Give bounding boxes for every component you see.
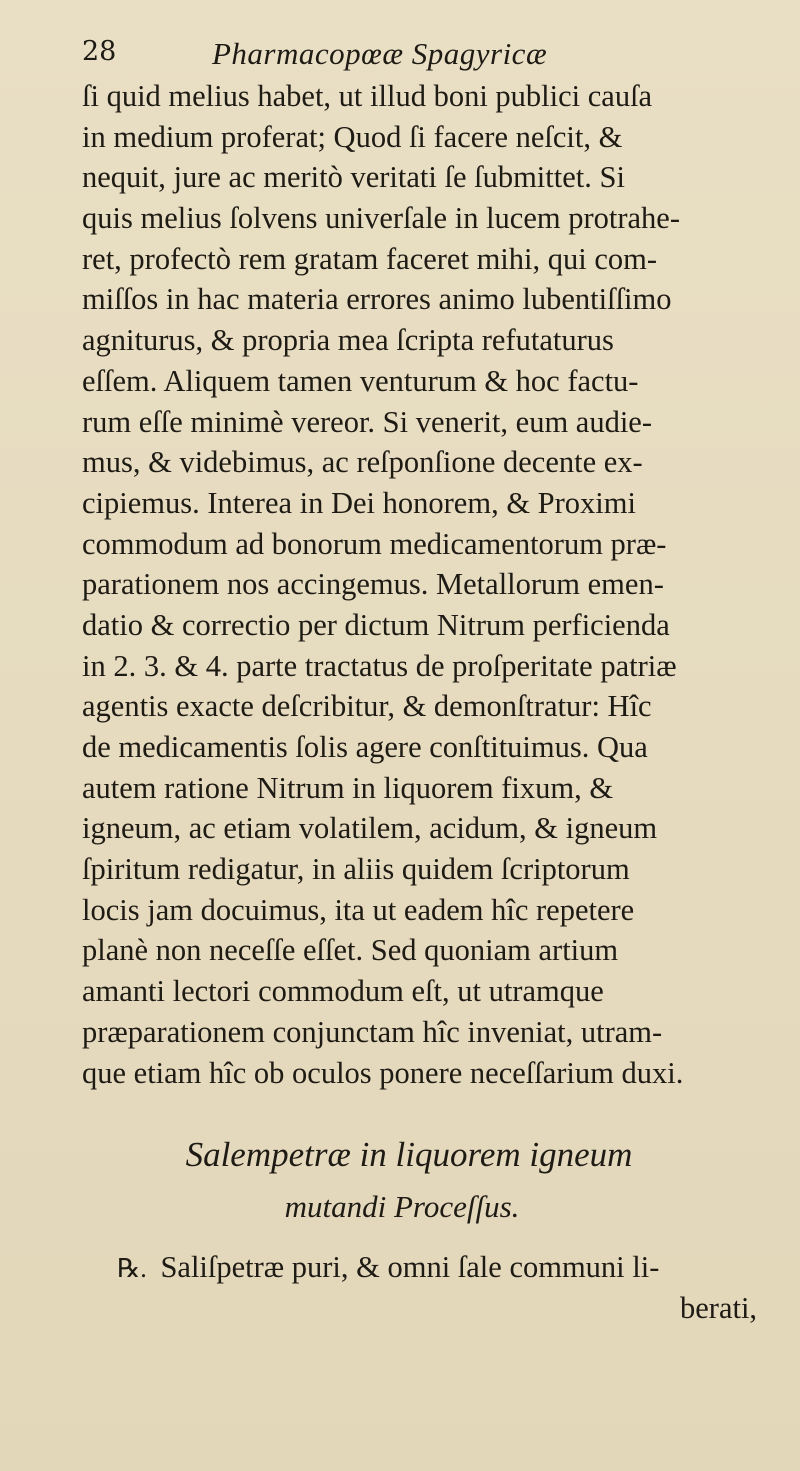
text-line: commodum ad bonorum medicamentorum præ- bbox=[82, 526, 667, 561]
text-line: planè non neceſſe eſſet. Sed quoniam artium bbox=[82, 933, 619, 968]
text-line: datio & correctio per dictum Nitrum perficienda bbox=[82, 607, 670, 642]
text-line: locis jam docuimus, ita ut eadem hîc repetere bbox=[82, 892, 635, 927]
body-paragraph bbox=[82, 76, 800, 1093]
recipe-text: Saliſpetræ puri, & omni ſale communi li- bbox=[160, 1250, 660, 1284]
text-line: in medium proferat; Quod ſi facere neſcit, & bbox=[82, 119, 623, 154]
text-line: ſi quid melius habet, ut illud boni publici cauſa bbox=[82, 79, 653, 113]
text-line: parationem nos accingemus. Metallorum emen- bbox=[82, 567, 664, 602]
text-line: que etiam hîc ob oculos ponere neceſſarium duxi. bbox=[82, 1055, 684, 1090]
text-line: quis melius ſolvens univerſale in lucem protrahe- bbox=[82, 201, 680, 236]
running-title: Pharmacopœæ Spagyricæ bbox=[212, 36, 548, 71]
section-title: Salempetræ in liquorem igneum bbox=[185, 1135, 633, 1174]
text-line: agentis exacte deſcribitur, & demonſtratur: Hîc bbox=[82, 689, 652, 724]
text-line: eſſem. Aliquem tamen venturum & hoc factu- bbox=[82, 363, 639, 398]
text-line: miſſos in hac materia errores animo lubentiſſimo bbox=[82, 282, 672, 317]
text-line: præparationem conjunctam hîc inveniat, utram- bbox=[82, 1014, 663, 1049]
text-line: agniturus, & propria mea ſcripta refutaturus bbox=[82, 323, 614, 358]
page-number: 28 bbox=[82, 36, 117, 67]
text-line: nequit, jure ac meritò veritati ſe ſubmittet. Si bbox=[82, 160, 625, 195]
text-line: rum eſſe minimè vereor. Si venerit, eum audie- bbox=[82, 404, 652, 439]
text-line: ret, profectò rem gratam faceret mihi, qui com- bbox=[82, 241, 658, 276]
section-subtitle: mutandi Proceſſus. bbox=[284, 1189, 520, 1224]
text-line: ſpiritum redigatur, in aliis quidem ſcriptorum bbox=[82, 852, 630, 887]
text-line: mus, & videbimus, ac reſponſione decente ex- bbox=[82, 445, 643, 480]
text-line: autem ratione Nitrum in liquorem fixum, & bbox=[82, 770, 614, 805]
text-line: cipiemus. Interea in Dei honorem, & Proximi bbox=[82, 485, 636, 520]
recipe-symbol: ℞. bbox=[117, 1254, 147, 1283]
recipe-line bbox=[117, 1250, 659, 1285]
recipe-line-continued: berati, bbox=[680, 1291, 758, 1325]
text-line: igneum, ac etiam volatilem, acidum, & igneum bbox=[82, 811, 658, 846]
text-line: amanti lectori commodum eſt, ut utramque bbox=[82, 974, 604, 1009]
page-header bbox=[82, 36, 722, 76]
text-line: in 2. 3. & 4. parte tractatus de proſperitate patriæ bbox=[82, 648, 677, 683]
text-line: de medicamentis ſolis agere conſtituimus. Qua bbox=[82, 730, 648, 764]
